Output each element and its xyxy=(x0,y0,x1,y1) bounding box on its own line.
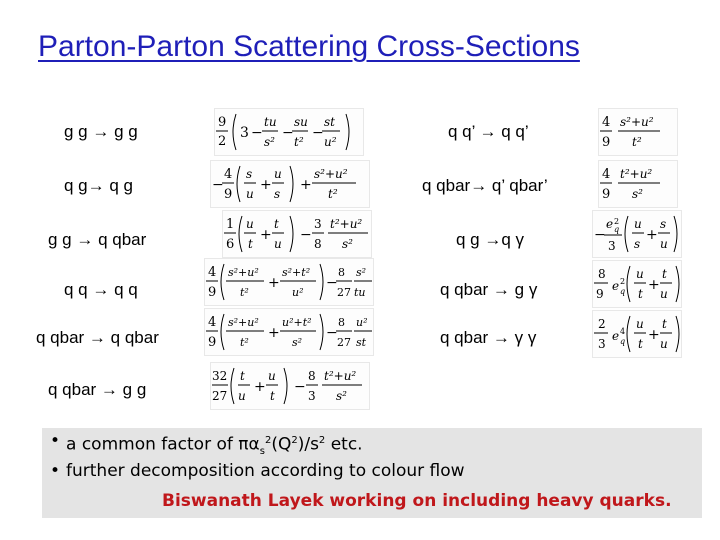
process-label-qg-qg: q g→ q g xyxy=(64,176,133,195)
svg-text:3: 3 xyxy=(314,217,322,231)
formula-qg-qg xyxy=(210,160,370,208)
svg-text:−: − xyxy=(326,325,338,341)
svg-text:9: 9 xyxy=(224,187,233,202)
svg-text:s²: s² xyxy=(264,135,275,149)
svg-text:8: 8 xyxy=(308,369,316,383)
notes-box xyxy=(42,428,702,518)
svg-text:t: t xyxy=(248,237,253,251)
svg-text:q: q xyxy=(614,225,620,234)
formula-qqbar-ggamma xyxy=(592,260,682,308)
svg-text:u: u xyxy=(246,217,254,231)
svg-text:8: 8 xyxy=(338,316,345,329)
svg-text:t²+u²: t²+u² xyxy=(324,369,357,383)
svg-text:8: 8 xyxy=(314,237,322,251)
formula-gg-gg xyxy=(214,108,364,156)
svg-text:s²+t²: s²+t² xyxy=(282,266,311,279)
svg-text:e: e xyxy=(612,329,620,343)
svg-text:+: + xyxy=(260,177,272,193)
process-label-qq-qq: q q → q q xyxy=(64,280,138,299)
svg-text:+: + xyxy=(300,177,312,193)
svg-text:u: u xyxy=(274,167,282,181)
svg-text:s: s xyxy=(660,217,667,231)
svg-text:t: t xyxy=(662,267,667,281)
svg-text:u: u xyxy=(268,369,276,383)
formula-gg-qqbar xyxy=(222,210,372,258)
page-title: Parton-Parton Scattering Cross-Sections xyxy=(38,30,580,63)
svg-text:u²: u² xyxy=(324,135,337,149)
formula-qg-qgamma xyxy=(592,210,682,258)
svg-text:u: u xyxy=(634,217,642,231)
svg-text:−: − xyxy=(282,125,294,141)
svg-text:9: 9 xyxy=(218,115,227,130)
svg-text:e: e xyxy=(612,279,620,293)
svg-text:−: − xyxy=(212,177,224,193)
formula-qqbar-gammagamma xyxy=(592,310,682,358)
svg-text:t: t xyxy=(270,389,275,403)
svg-text:27: 27 xyxy=(212,389,228,403)
svg-text:9: 9 xyxy=(596,287,604,301)
svg-text:u: u xyxy=(636,317,644,331)
svg-text:su: su xyxy=(294,115,308,129)
process-label-qqbar-qqbar: q qbar → q qbar xyxy=(36,328,159,347)
svg-text:4: 4 xyxy=(224,167,233,182)
svg-text:s²+u²: s²+u² xyxy=(314,167,348,181)
bullet-1: • xyxy=(50,431,61,451)
svg-text:27: 27 xyxy=(337,336,351,349)
svg-text:st: st xyxy=(324,115,335,129)
svg-text:2: 2 xyxy=(614,217,620,226)
svg-text:t²: t² xyxy=(294,135,304,149)
svg-text:32: 32 xyxy=(212,369,228,383)
svg-text:3: 3 xyxy=(608,239,616,253)
svg-text:s: s xyxy=(634,237,641,251)
svg-text:−: − xyxy=(326,275,338,291)
svg-text:3: 3 xyxy=(308,389,316,403)
note-colour-flow: further decomposition according to colour flow xyxy=(66,461,465,481)
process-label-qqbar-ggamma: q qbar → g γ xyxy=(440,280,538,299)
svg-text:s²: s² xyxy=(356,266,367,279)
svg-text:−: − xyxy=(594,227,606,243)
svg-text:u: u xyxy=(660,337,668,351)
svg-text:u: u xyxy=(238,389,246,403)
svg-text:9: 9 xyxy=(602,135,611,150)
svg-text:t²: t² xyxy=(240,336,249,349)
formula-qqbar-qqbar xyxy=(204,308,374,356)
svg-text:u: u xyxy=(660,287,668,301)
svg-text:s: s xyxy=(274,187,281,201)
svg-text:t: t xyxy=(274,217,279,231)
svg-text:4: 4 xyxy=(602,167,611,182)
svg-text:t: t xyxy=(662,317,667,331)
svg-text:+: + xyxy=(648,277,660,293)
svg-text:u²+t²: u²+t² xyxy=(282,316,312,329)
svg-text:s²: s² xyxy=(632,187,643,201)
svg-text:2: 2 xyxy=(620,277,626,286)
process-label-qqbar-gammagamma: q qbar → γ γ xyxy=(440,328,537,347)
svg-text:+: + xyxy=(646,227,658,243)
svg-text:s²+u²: s²+u² xyxy=(228,266,259,279)
svg-text:8: 8 xyxy=(598,267,606,281)
process-label-gg-gg: g g → g g xyxy=(64,122,138,141)
svg-text:t²: t² xyxy=(240,286,249,299)
svg-text:s²+u²: s²+u² xyxy=(620,115,654,129)
svg-text:4: 4 xyxy=(208,265,217,280)
svg-text:27: 27 xyxy=(337,286,351,299)
process-label-qqbar-gg: q qbar → g g xyxy=(48,380,147,399)
svg-text:4: 4 xyxy=(208,315,217,330)
formula-qq-qq xyxy=(204,258,374,306)
svg-text:u²: u² xyxy=(292,286,304,299)
note-heavy-quarks: Biswanath Layek working on including heavy quarks. xyxy=(162,491,672,511)
svg-text:u: u xyxy=(660,237,668,251)
svg-text:s²+u²: s²+u² xyxy=(228,316,259,329)
svg-text:s²: s² xyxy=(336,389,347,403)
svg-text:−: − xyxy=(300,227,312,243)
note-common-factor: a common factor of $\pi\alpha_s^2(Q^2)/s^2$ etc. xyxy=(66,434,363,458)
svg-text:1: 1 xyxy=(226,217,235,232)
svg-text:9: 9 xyxy=(208,335,217,350)
svg-text:t: t xyxy=(638,287,643,301)
svg-text:3: 3 xyxy=(240,125,249,141)
svg-text:t: t xyxy=(240,369,245,383)
svg-text:4: 4 xyxy=(620,327,626,336)
svg-text:s²: s² xyxy=(292,336,303,349)
svg-text:−: − xyxy=(251,125,263,141)
svg-text:9: 9 xyxy=(602,187,611,202)
svg-text:+: + xyxy=(648,327,660,343)
process-label-qqbar-qprime: q qbar→ q’ qbar’ xyxy=(422,176,548,195)
svg-text:6: 6 xyxy=(226,237,235,252)
svg-text:2: 2 xyxy=(598,317,606,331)
formula-qqbar-qprime xyxy=(598,160,678,208)
svg-text:4: 4 xyxy=(602,115,611,130)
svg-text:t: t xyxy=(638,337,643,351)
svg-text:t²+u²: t²+u² xyxy=(330,217,363,231)
svg-text:tu: tu xyxy=(264,115,277,129)
svg-text:t²+u²: t²+u² xyxy=(620,167,653,181)
svg-text:s: s xyxy=(246,167,253,181)
svg-text:u: u xyxy=(274,237,282,251)
process-label-gg-qqbar: g g → q qbar xyxy=(48,230,147,249)
process-label-qg-qgamma: q g →q γ xyxy=(456,230,525,249)
process-label-qqprime: q q’ → q q’ xyxy=(448,122,529,141)
svg-text:q: q xyxy=(620,337,626,346)
svg-text:−: − xyxy=(294,379,306,395)
svg-text:9: 9 xyxy=(208,285,217,300)
svg-text:+: + xyxy=(260,227,272,243)
svg-text:tu: tu xyxy=(354,286,366,299)
svg-text:u: u xyxy=(246,187,254,201)
svg-text:3: 3 xyxy=(598,337,606,351)
svg-text:+: + xyxy=(254,379,266,395)
svg-text:+: + xyxy=(268,275,280,291)
svg-text:st: st xyxy=(356,336,367,349)
svg-text:2: 2 xyxy=(218,134,227,149)
svg-text:s²: s² xyxy=(342,237,353,251)
svg-text:−: − xyxy=(312,125,324,141)
svg-text:t²: t² xyxy=(328,187,338,201)
svg-text:u²: u² xyxy=(356,316,368,329)
svg-text:e: e xyxy=(606,217,614,231)
svg-text:u: u xyxy=(636,267,644,281)
svg-text:+: + xyxy=(268,325,280,341)
svg-text:q: q xyxy=(620,287,626,296)
svg-text:8: 8 xyxy=(338,266,345,279)
bullet-2: • xyxy=(50,461,61,481)
svg-text:t²: t² xyxy=(632,135,642,149)
formula-qqprime xyxy=(598,108,678,156)
formula-qqbar-gg xyxy=(210,362,370,410)
